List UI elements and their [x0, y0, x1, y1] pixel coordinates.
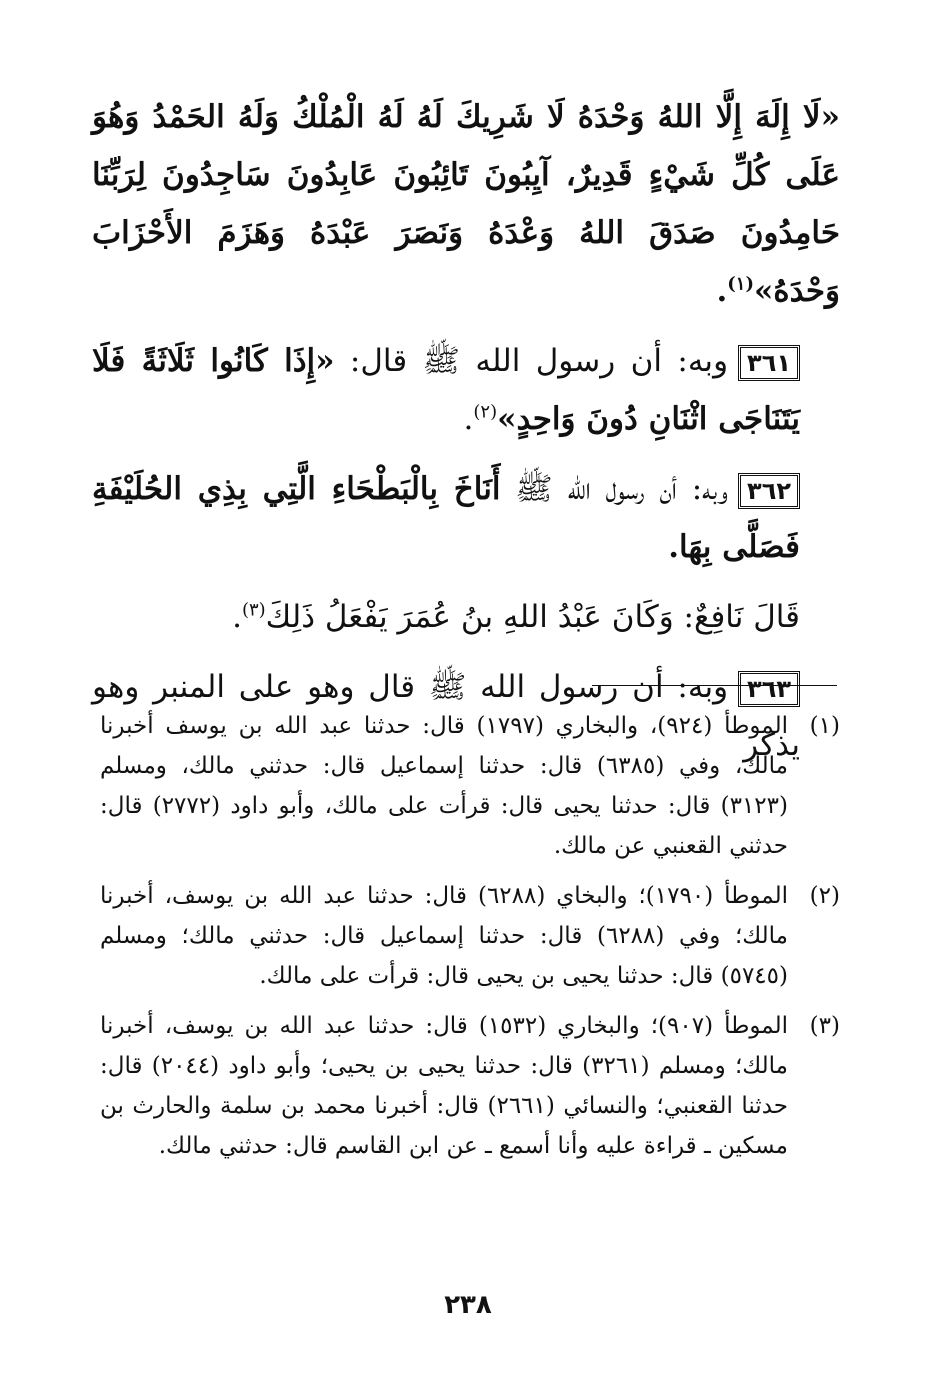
footnote-ref-3[interactable]: (٣) [241, 599, 266, 621]
dhikr-text: «لَا إِلَهَ إِلَّا اللهُ وَحْدَهُ لَا شَرِيكَ لَهُ لَهُ الْمُلْكُ وَلَهُ الحَمْدُ وَهُوَ عَلَى كُلِّ شَيْءٍ قَدِيرٌ، آيِبُونَ تَائِبُونَ عَابِدُونَ سَاجِدُونَ لِرَبِّنَا حَامِدُونَ صَدَقَ اللهُ وَعْدَهُ وَنَصَرَ عَبْدَهُ وَهَزَمَ الأَحْزَابَ وَحْدَهُ» [92, 99, 840, 309]
hadith-number-361: ٣٦١ [738, 345, 800, 381]
dhikr-paragraph: «لَا إِلَهَ إِلَّا اللهُ وَحْدَهُ لَا شَرِيكَ لَهُ لَهُ الْمُلْكُ وَلَهُ الحَمْدُ وَهُوَ عَلَى كُلِّ شَيْءٍ قَدِيرٌ، آيِبُونَ تَائِبُونَ عَابِدُونَ سَاجِدُونَ لِرَبِّنَا حَامِدُونَ صَدَقَ اللهُ وَعْدَهُ وَنَصَرَ عَبْدَهُ وَهَزَمَ الأَحْزَابَ وَحْدَهُ»$^{(١)}$. [92, 99, 840, 309]
hadith-361-intro: وبه: أن رسول الله ﷺ قال: [334, 343, 729, 379]
hadith-361: ٣٦١وبه: أن رسول الله ﷺ قال: «إِذَا كَانُوا ثَلَاثَةً فَلَا يَتَنَاجَى اثْنَانِ دُونَ وَاحِدٍ»$^{(٢)}$. [92, 343, 800, 437]
footnote-2 [100, 876, 840, 996]
page-number: ٢٣٨ [444, 1290, 492, 1320]
nafi-narration: قَالَ نَافِعٌ: وَكَانَ عَبْدُ اللهِ بنُ عُمَرَ يَفْعَلُ ذَلِكَ$^{(٣)}$. [232, 599, 800, 635]
main-text [92, 88, 840, 774]
footnote-marker: (٣) [809, 1013, 840, 1039]
footnote-ref-2[interactable]: (٢) [473, 401, 498, 423]
footnote-divider [592, 685, 837, 686]
footnotes [100, 706, 840, 1176]
footnote-text: الموطأ (٩٢٤)، والبخاري (١٧٩٧) قال: حدثنا عبد الله بن يوسف أخبرنا مالك، وفي (٦٣٨٥) قال: حدثنا إسماعيل قال: حدثني مالك، ومسلم (٣١٢٣) قال: حدثنا يحيى قال: قرأت على مالك، وأبو داود (٢٧٧٢) قال: حدثني القعنبي عن مالك. [100, 713, 789, 859]
footnote-ref-1[interactable]: (١) [727, 273, 754, 295]
hadith-number-362: ٣٦٢ [738, 473, 800, 509]
footnote-text: الموطأ (١٧٩٠)؛ والبخاي (٦٢٨٨) قال: حدثنا عبد الله بن يوسف، أخبرنا مالك؛ وفي (٦٢٨٨) قال: حدثنا إسماعيل قال: حدثني مالك؛ ومسلم (٥٧٤٥) قال: حدثنا يحيى بن يحيى قال: قرأت على مالك. [100, 883, 788, 989]
footnote-marker: (١) [809, 713, 840, 739]
footnote-marker: (٢) [809, 883, 840, 909]
hadith-362-intro: وبه: أن رسول الله ﷺ [500, 471, 729, 507]
hadith-363-text: وبه: أن رسول الله ﷺ قال وهو على المنبر وهو يذكر [92, 669, 800, 763]
nafi-narration-text: قَالَ نَافِعٌ: وَكَانَ عَبْدُ اللهِ بنُ عُمَرَ يَفْعَلُ ذَلِكَ [265, 599, 800, 635]
footnote-1 [100, 706, 840, 866]
footnote-text: الموطأ (٩٠٧)؛ والبخاري (١٥٣٢) قال: حدثنا عبد الله بن يوسف، أخبرنا مالك؛ ومسلم (٣٢٦١) قال: حدثنا يحيى بن يحيى؛ وأبو داود (٢٠٤٤) قال: حدثنا القعنبي؛ والنسائي (٢٦٦١) قال: أخبرنا محمد بن سلمة والحارث بن مسكين ـ قراءة عليه وأنا أسمع ـ عن ابن القاسم قال: حدثني مالك. [100, 1013, 788, 1159]
hadith-362-quote: أَنَاخَ بِالْبَطْحَاءِ الَّتِي بِذِي الحُلَيْفَةِ فَصَلَّى بِهَا. [92, 471, 800, 565]
hadith-number-363: ٣٦٣ [738, 671, 800, 707]
hadith-362 [92, 460, 840, 576]
footnote-3 [100, 1006, 840, 1166]
hadith-361-quote: «إِذَا كَانُوا ثَلَاثَةً فَلَا يَتَنَاجَى اثْنَانِ دُونَ وَاحِدٍ» [92, 343, 800, 437]
